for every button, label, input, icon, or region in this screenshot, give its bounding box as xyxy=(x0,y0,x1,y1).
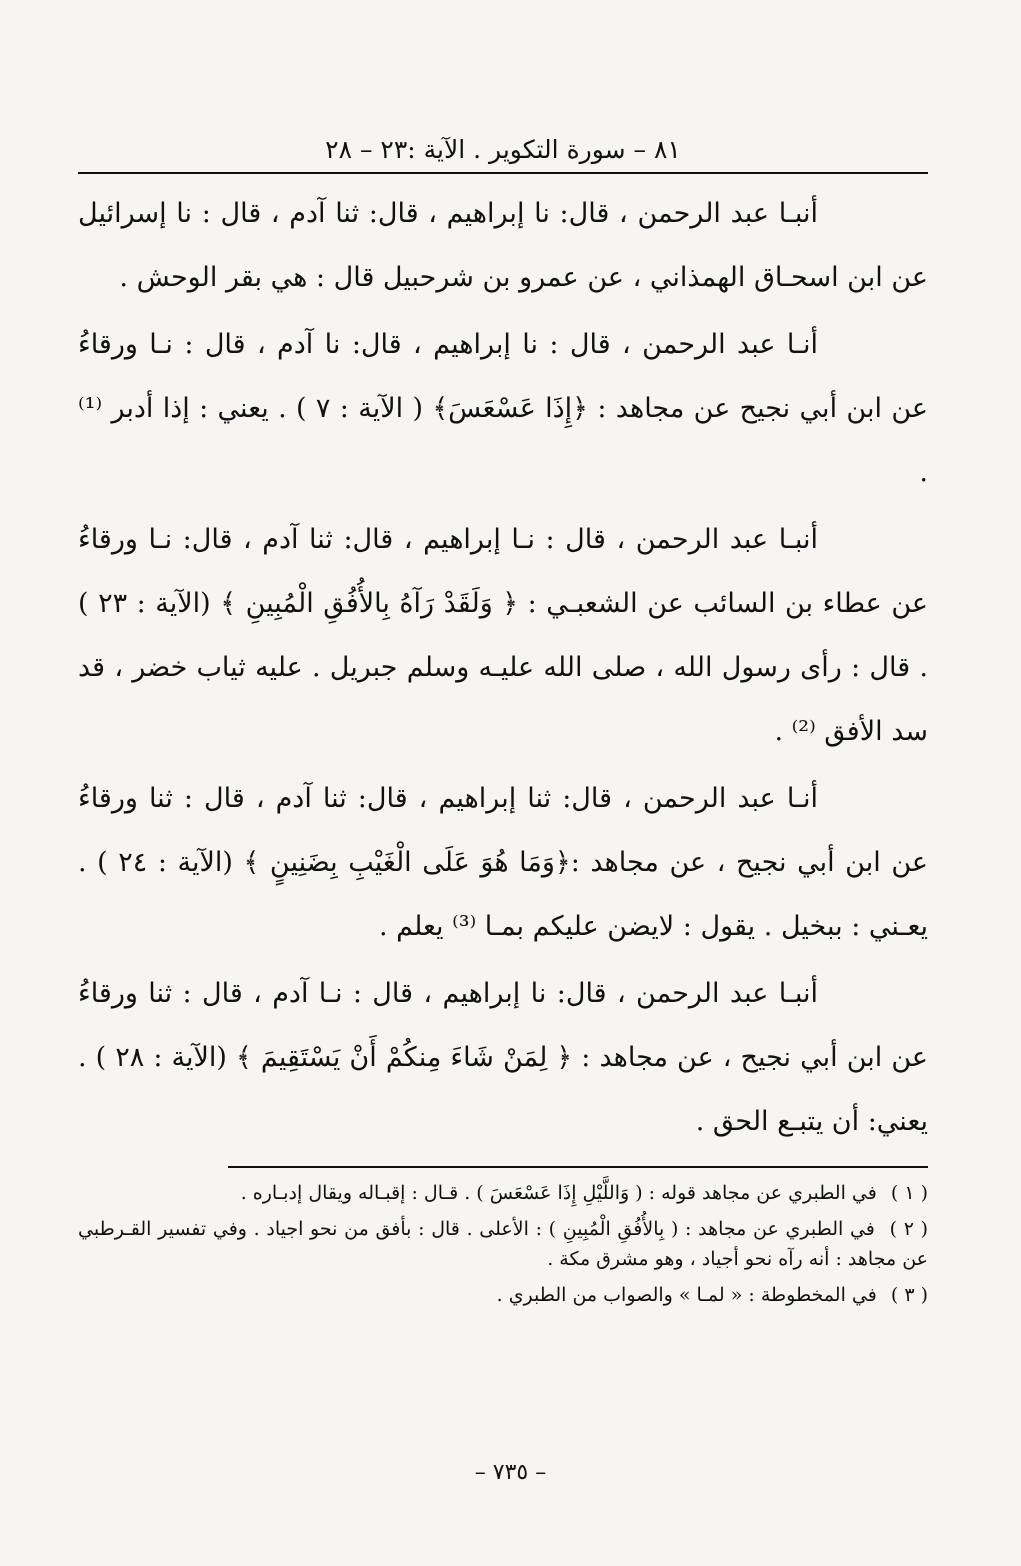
paragraph-2: أنـا عبد الرحمن ، قال : نا إبراهيم ، قال: نا آدم ، قال : نـا ورقاءُ عن ابن أبي نجيح عن مجاهد : ﴿إِذَا عَسْعَسَ﴾ ( الآية : ٧ ) . يعني : إذا أدبر ⁽¹⁾ . xyxy=(78,329,928,488)
footnote-1 xyxy=(78,1178,928,1208)
footnote-3 xyxy=(78,1280,928,1310)
header-divider xyxy=(78,172,928,174)
footnote-number: ( ٢ ) xyxy=(889,1218,929,1240)
paragraph-1: أنبـا عبد الرحمن ، قال: نا إبراهيم ، قال: ثنا آدم ، قال : نا إسرائيل عن ابن اسحـاق الهمذاني ، عن عمرو بن شرحبيل قال : هي بقر الوحش . xyxy=(78,198,928,293)
footnote-number: ( ٣ ) xyxy=(890,1284,928,1306)
footnote-divider xyxy=(228,1166,928,1168)
page-number: – ٧٣٥ – xyxy=(474,1460,547,1485)
footnote-number: ( ١ ) xyxy=(890,1182,928,1204)
paragraph-5: أنبـا عبد الرحمن ، قال: نا إبراهيم ، قال : نـا آدم ، قال : ثنا ورقاءُ عن ابن أبي نجيح ، عن مجاهد : ﴿ لِمَنْ شَاءَ مِنكُمْ أَنْ يَسْتَقِيمَ ﴾ (الآية : ٢٨ ) . يعني: أن يتبـع الحق . xyxy=(78,978,929,1137)
footnote-text: في المخطوطة : « لمـا » والصواب من الطبري . xyxy=(496,1284,877,1306)
footnote-text: في الطبري عن مجاهد : ( بِالأُفُقِ الْمُبِينِ ) : الأعلى . قال : بأفق من نحو اجياد . وفي تفسير القـرطبي عن مجاهد : أنه رآه نحو أجياد ، وهو مشرق مكة . xyxy=(78,1218,928,1270)
footnote-2 xyxy=(78,1214,928,1274)
paragraph-3: أنبـا عبد الرحمن ، قال : نـا إبراهيم ، قال: ثنا آدم ، قال: نـا ورقاءُ عن عطاء بن السائب عن الشعبـي : ﴿ وَلَقَدْ رَآهُ بِالأُفُقِ الْمُبِينِ ﴾ (الآية : ٢٣ ) . قال : رأى رسول الله ، صلى الله عليـه وسلم جبريل . عليه ثياب خضر ، قد سد الأفق ⁽²⁾ . xyxy=(78,524,928,747)
page-header: ٨١ – سورة التكوير . الآية :٢٣ – ٢٨ xyxy=(325,135,681,164)
page-body xyxy=(78,130,928,1316)
footnote-text: في الطبري عن مجاهد قوله : ( وَاللَّيْلِ إِذَا عَسْعَسَ ) . قـال : إقبـاله ويقال إدبـاره . xyxy=(240,1182,877,1204)
paragraph-4: أنـا عبد الرحمن ، قال: ثنا إبراهيم ، قال: ثنا آدم ، قال : ثنا ورقاءُ عن ابن أبي نجيح ، عن مجاهد :﴿وَمَا هُوَ عَلَى الْغَيْبِ بِضَنِينٍ ﴾ (الآية : ٢٤ ) . يعـني : ببخيل . يقول : لايضن عليكم بمـا ⁽³⁾ يعلم . xyxy=(78,783,928,942)
